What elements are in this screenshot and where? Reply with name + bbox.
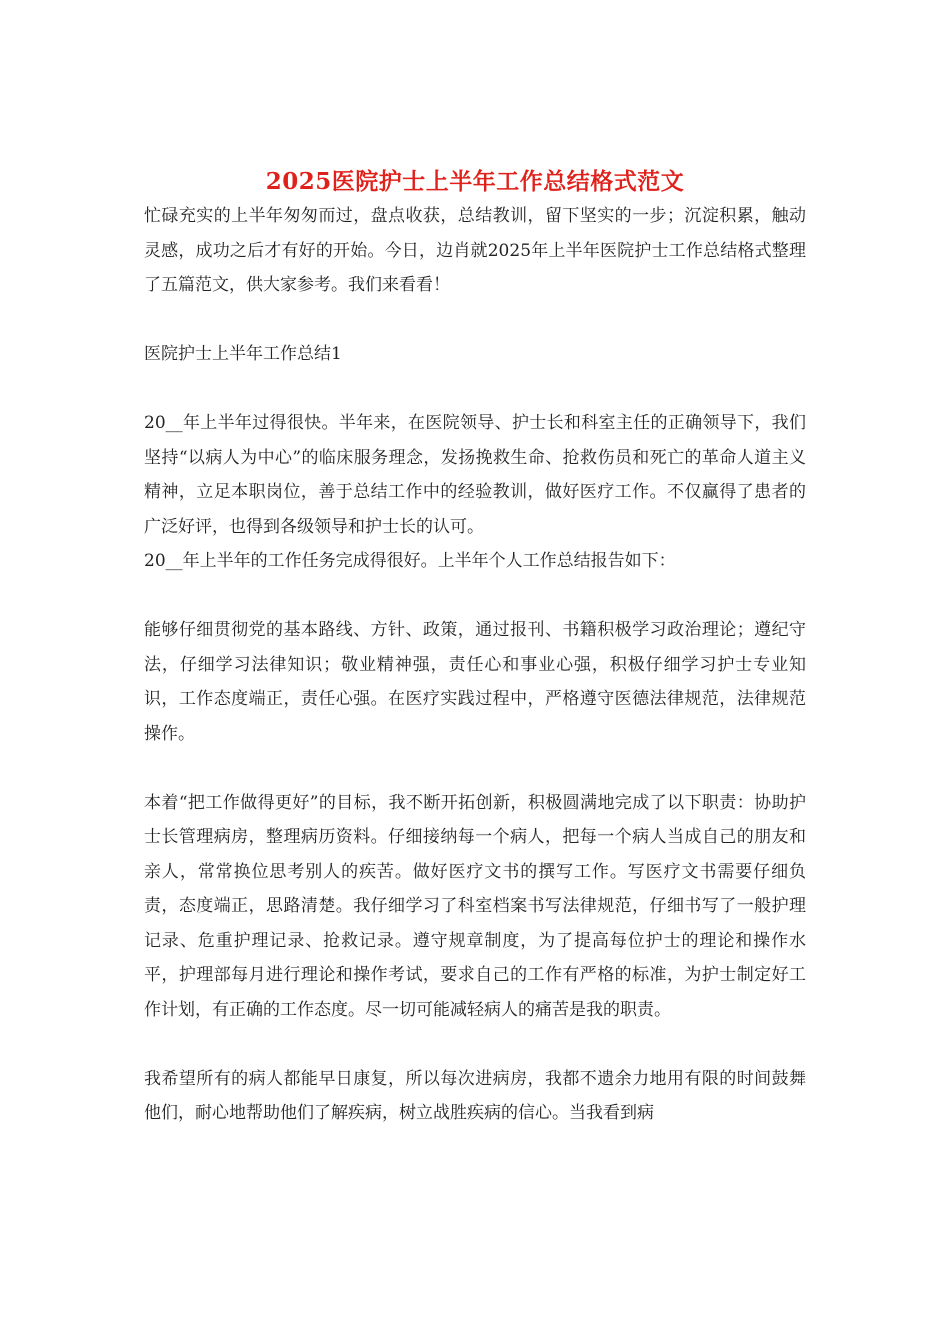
document-body: [144, 199, 806, 1131]
body-paragraph: 我希望所有的病人都能早日康复，所以每次进病房，我都不遗余力地用有限的时间鼓舞他们，耐心地帮助他们了解疾病，树立战胜疾病的信心。当我看到病: [144, 1068, 806, 1123]
body-paragraph: 20__年上半年的工作任务完成得很好。上半年个人工作总结报告如下：: [144, 551, 676, 571]
intro-paragraph: 忙碌充实的上半年匆匆而过，盘点收获，总结教训，留下坚实的一步；沉淀积累，触动灵感，成功之后才有好的开始。今日，边肖就2025年上半年医院护士工作总结格式整理了五篇范文，供大家参考。我们来看看！: [144, 206, 806, 295]
document-title: 2025医院护士上半年工作总结格式范文: [265, 168, 685, 196]
section-heading: 医院护士上半年工作总结1: [144, 344, 342, 364]
body-paragraph: 能够仔细贯彻党的基本路线、方针、政策，通过报刊、书籍积极学习政治理论；遵纪守法，仔细学习法律知识；敬业精神强，责任心和事业心强，积极仔细学习护士专业知识，工作态度端正，责任心强。在医疗实践过程中，严格遵守医德法律规范，法律规范操作。: [144, 620, 806, 744]
body-paragraph: 本着“把工作做得更好”的目标，我不断开拓创新，积极圆满地完成了以下职责：协助护士长管理病房，整理病历资料。仔细接纳每一个病人，把每一个病人当成自己的朋友和亲人，常常换位思考别人的疾苦。做好医疗文书的撰写工作。写医疗文书需要仔细负责，态度端正，思路清楚。我仔细学习了科室档案书写法律规范，仔细书写了一般护理记录、危重护理记录、抢救记录。遵守规章制度，为了提高每位护士的理论和操作水平，护理部每月进行理论和操作考试，要求自己的工作有严格的标准，为护士制定好工作计划，有正确的工作态度。尽一切可能减轻病人的痛苦是我的职责。: [144, 792, 806, 1020]
body-paragraph: 20__年上半年过得很快。半年来，在医院领导、护士长和科室主任的正确领导下，我们坚持“以病人为中心”的临床服务理念，发扬挽救生命、抢救伤员和死亡的革命人道主义精神，立足本职岗位，善于总结工作中的经验教训，做好医疗工作。不仅赢得了患者的广泛好评，也得到各级领导和护士长的认可。: [144, 413, 806, 537]
